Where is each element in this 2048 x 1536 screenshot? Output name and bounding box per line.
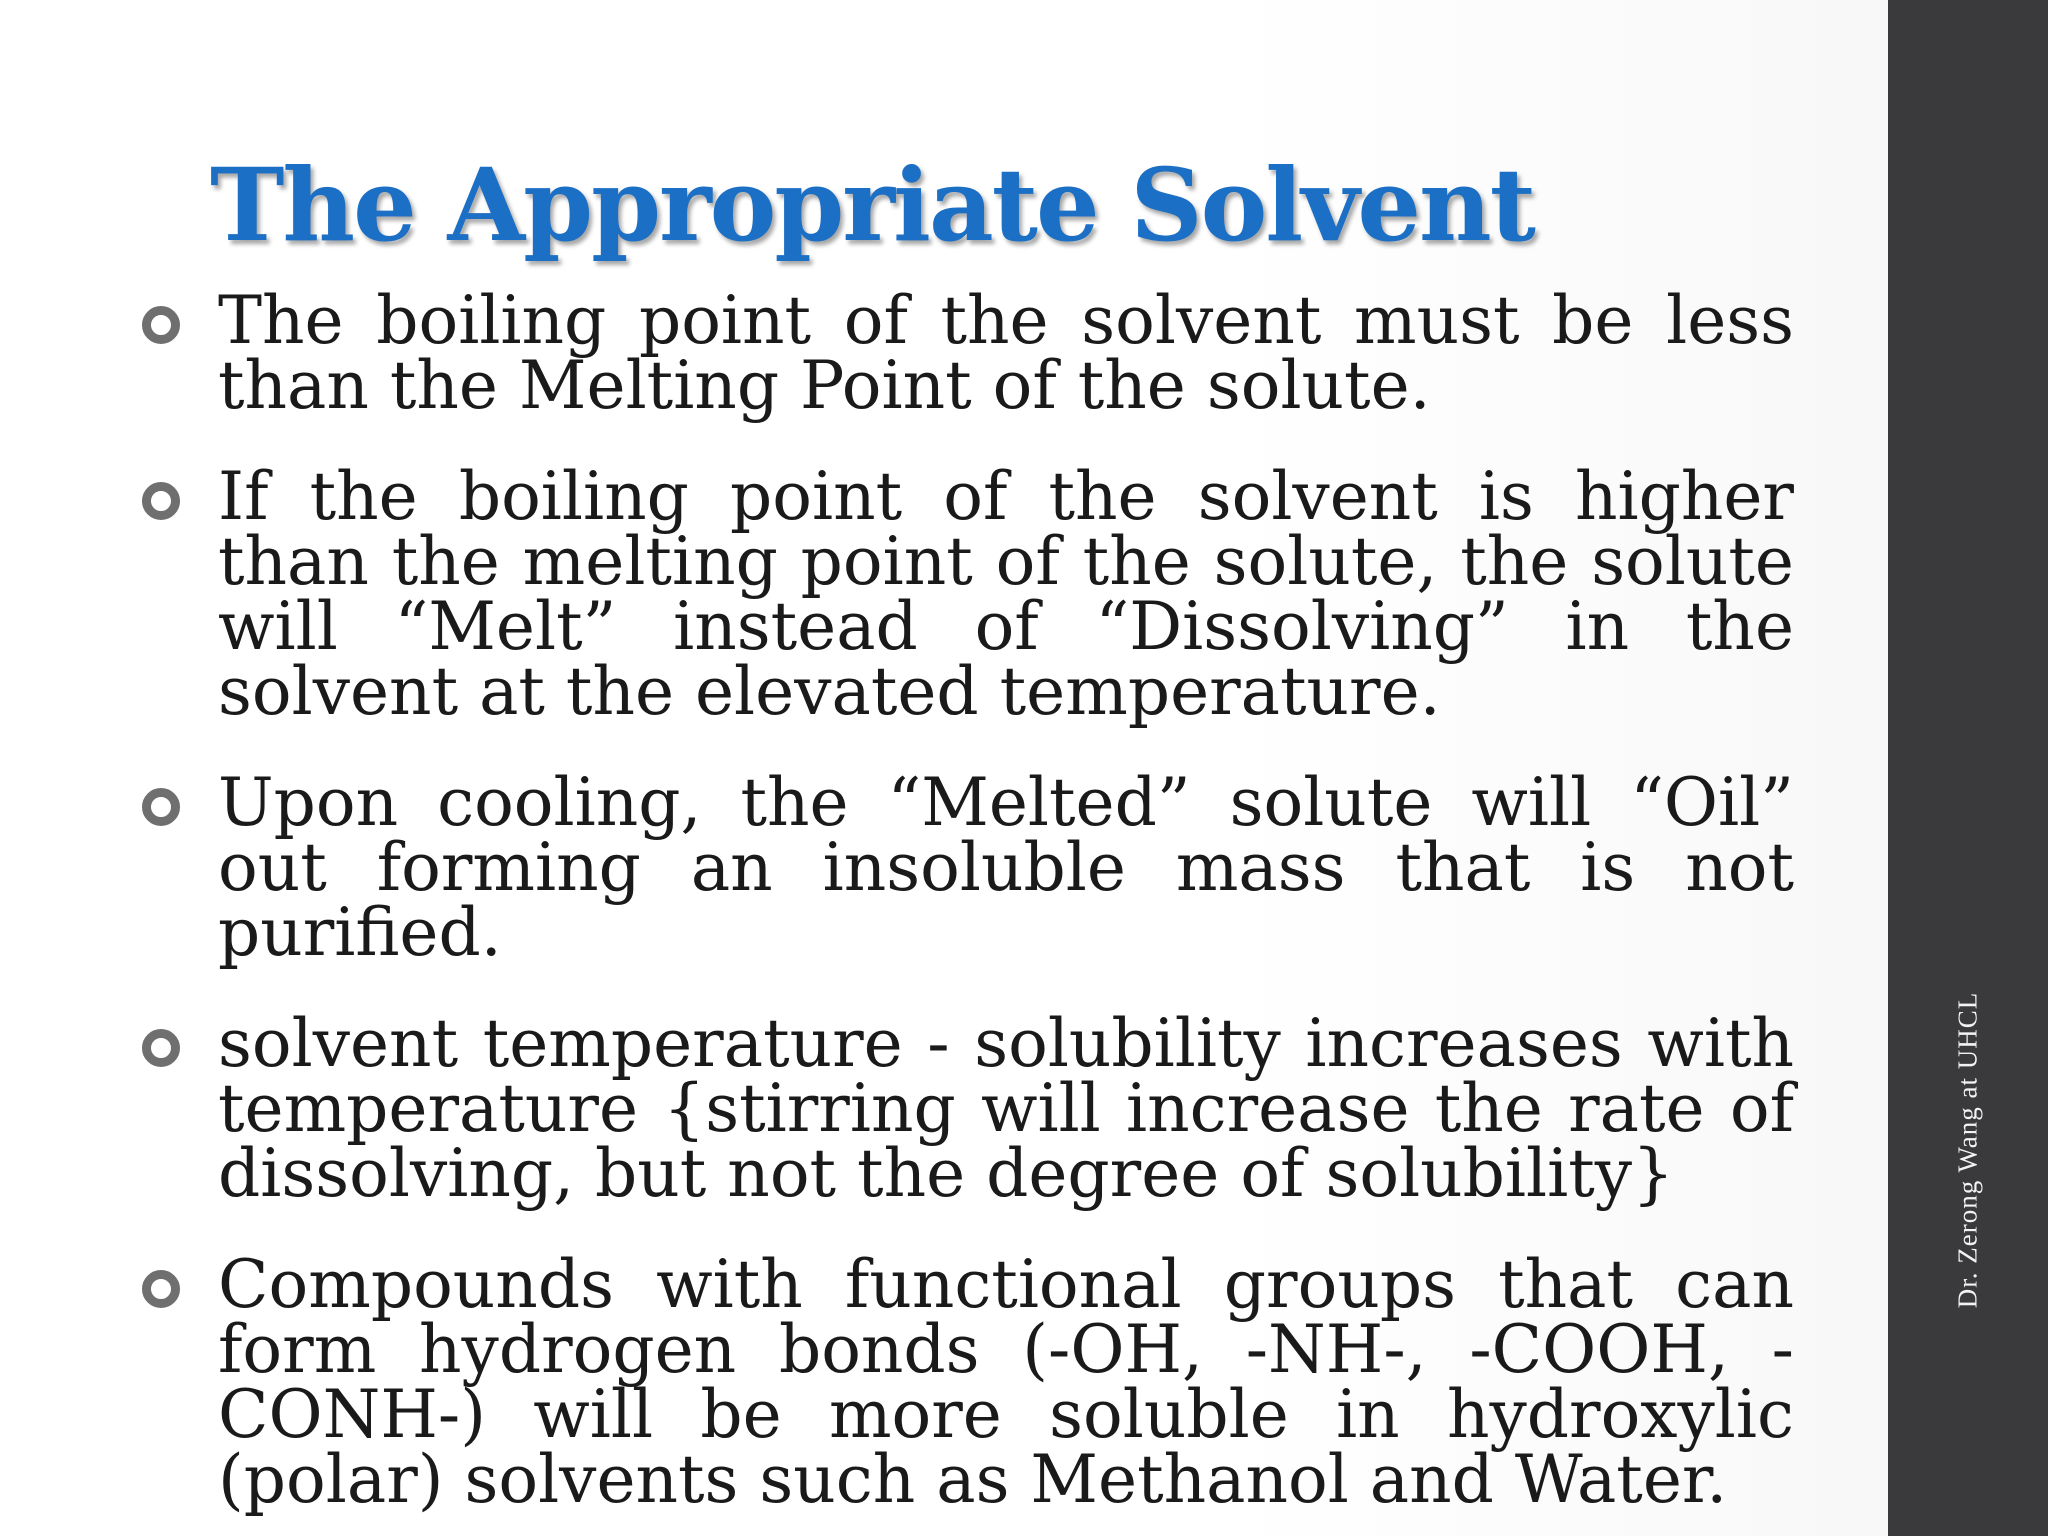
list-item [140, 764, 1794, 971]
ring-bullet-icon [142, 1029, 180, 1067]
ring-bullet-icon [142, 788, 180, 826]
ring-bullet-icon [142, 1270, 180, 1308]
list-item [140, 282, 1794, 424]
bullet-text: Upon cooling, the “Melted” solute will “Oil” out forming an insoluble mass that is not purified. [218, 764, 1794, 971]
bullet-text: Compounds with functional groups that can form hydrogen bonds (-OH, -NH-, -COOH, -CONH-) will be more soluble in hydroxylic (polar) solvents such as Methanol and Water. [218, 1246, 1794, 1518]
slide-title: The Appropriate Solvent [210, 146, 1534, 264]
list-item [140, 458, 1794, 730]
list-item [140, 1246, 1794, 1518]
author-credit: Dr. Zerong Wang at UHCL [1952, 991, 1983, 1309]
ring-bullet-icon [142, 482, 180, 520]
bullet-list [140, 282, 1794, 1536]
bullet-text: If the boiling point of the solvent is higher than the melting point of the solute, the solute will “Melt” instead of “Dissolving” in the solvent at the elevated temperature. [218, 458, 1794, 730]
list-item [140, 1005, 1794, 1212]
sidebar [1888, 0, 2048, 1536]
ring-bullet-icon [142, 306, 180, 344]
bullet-text: solvent temperature - solubility increases with temperature {stirring will increase the rate of dissolving, but not the degree of solubility} [218, 1005, 1794, 1212]
bullet-text: The boiling point of the solvent must be less than the Melting Point of the solute. [218, 282, 1794, 424]
